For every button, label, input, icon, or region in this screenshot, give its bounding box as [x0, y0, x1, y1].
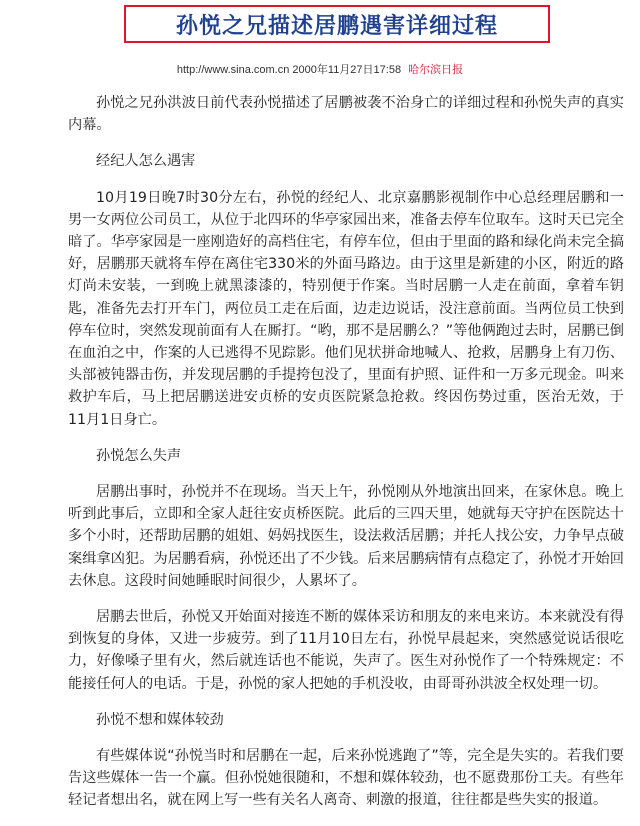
source-name[interactable]: 哈尔滨日报	[408, 64, 464, 76]
publish-datetime: 2000年11月27日17:58	[292, 64, 402, 76]
paragraph-agent-attack: 10月19日晚7时30分左右，孙悦的经纪人、北京嘉鹏影视制作中心总经理居鹏和一男一女两位公司员工，从位于北四环的华亭家园出来，准备去停车位取车。这时天已完全暗了。华亭家园是一座刚造好的高档住宅，有停车位，但由于里面的路和绿化尚未完全搞好，居鹏那天就将车停在离住宅330米的外面马路边。由于这里是新建的小区，附近的路灯尚未安装，一到晚上就黑漆漆的，特别便于作案。当时居鹏一人走在前面，拿着车钥匙，准备先去打开车门，两位员工走在后面，边走边说话，没注意前面。当两位员工快到停车位时，突然发现前面有人在厮打。“哟，那不是居鹏么？”等他俩跑过去时，居鹏已倒在血泊之中，作案的人已逃得不见踪影。他们见状拼命地喊人、抢救，居鹏身上有刀伤、头部被钝器击伤，并发现居鹏的手提挎包没了，里面有护照、证件和一万多元现金。叫来救护车后，马上把居鹏送进安贞桥的安贞医院紧急抢救。终因伤势过重，医治无效，于11月1日身亡。	[68, 189, 624, 428]
paragraph-media: 有些媒体说“孙悦当时和居鹏在一起，后来孙悦逃跑了”等，完全是失实的。若我们要告这些媒体一告一个赢。但孙悦她很随和，不想和媒体较劲，也不愿费那份工夫。有些年轻记者想出名，就在网上写一些有关名人离奇、刺激的报道，往往都是些失实的报道。	[68, 748, 624, 809]
section-heading-voice-loss: 孙悦怎么失声	[96, 447, 182, 464]
section-heading-agent: 经纪人怎么遇害	[96, 153, 196, 170]
article-meta	[0, 61, 640, 77]
title-frame	[124, 5, 550, 43]
page-title: 孙悦之兄描述居鹏遇害详细过程	[175, 13, 498, 39]
article-body	[68, 92, 624, 826]
paragraph-voice-loss: 居鹏去世后，孙悦又开始面对接连不断的媒体采访和朋友的来电来访。本来就没有得到恢复的身体，又进一步疲劳。到了11月10日左右，孙悦早晨起来，突然感觉说话很吃力，好像嗓子里有火，然后就连话也不能说，失声了。医生对孙悦作了一个特殊规定：不能接任何人的电话。于是，孙悦的家人把她的手机没收，由哥哥孙洪波全权处理一切。	[68, 609, 624, 692]
intro-paragraph: 孙悦之兄孙洪波日前代表孙悦描述了居鹏被袭不治身亡的详细过程和孙悦失声的真实内幕。	[68, 95, 624, 134]
source-url[interactable]: http://www.sina.com.cn	[176, 64, 290, 76]
paragraph-hospital: 居鹏出事时，孙悦并不在现场。当天上午，孙悦刚从外地演出回来，在家休息。晚上听到此事后，立即和全家人赶往安贞桥医院。此后的三四天里，她就每天守护在医院达十多个小时，还帮助居鹏的姐姐、妈妈找医生，设法救活居鹏；并托人找公安，力争早点破案缉拿凶犯。为居鹏看病，孙悦还出了不少钱。后来居鹏病情有点稳定了，孙悦才开始回去休息。这段时间她睡眠时间很少，人累坏了。	[68, 484, 624, 589]
section-heading-media: 孙悦不想和媒体较劲	[96, 711, 224, 728]
